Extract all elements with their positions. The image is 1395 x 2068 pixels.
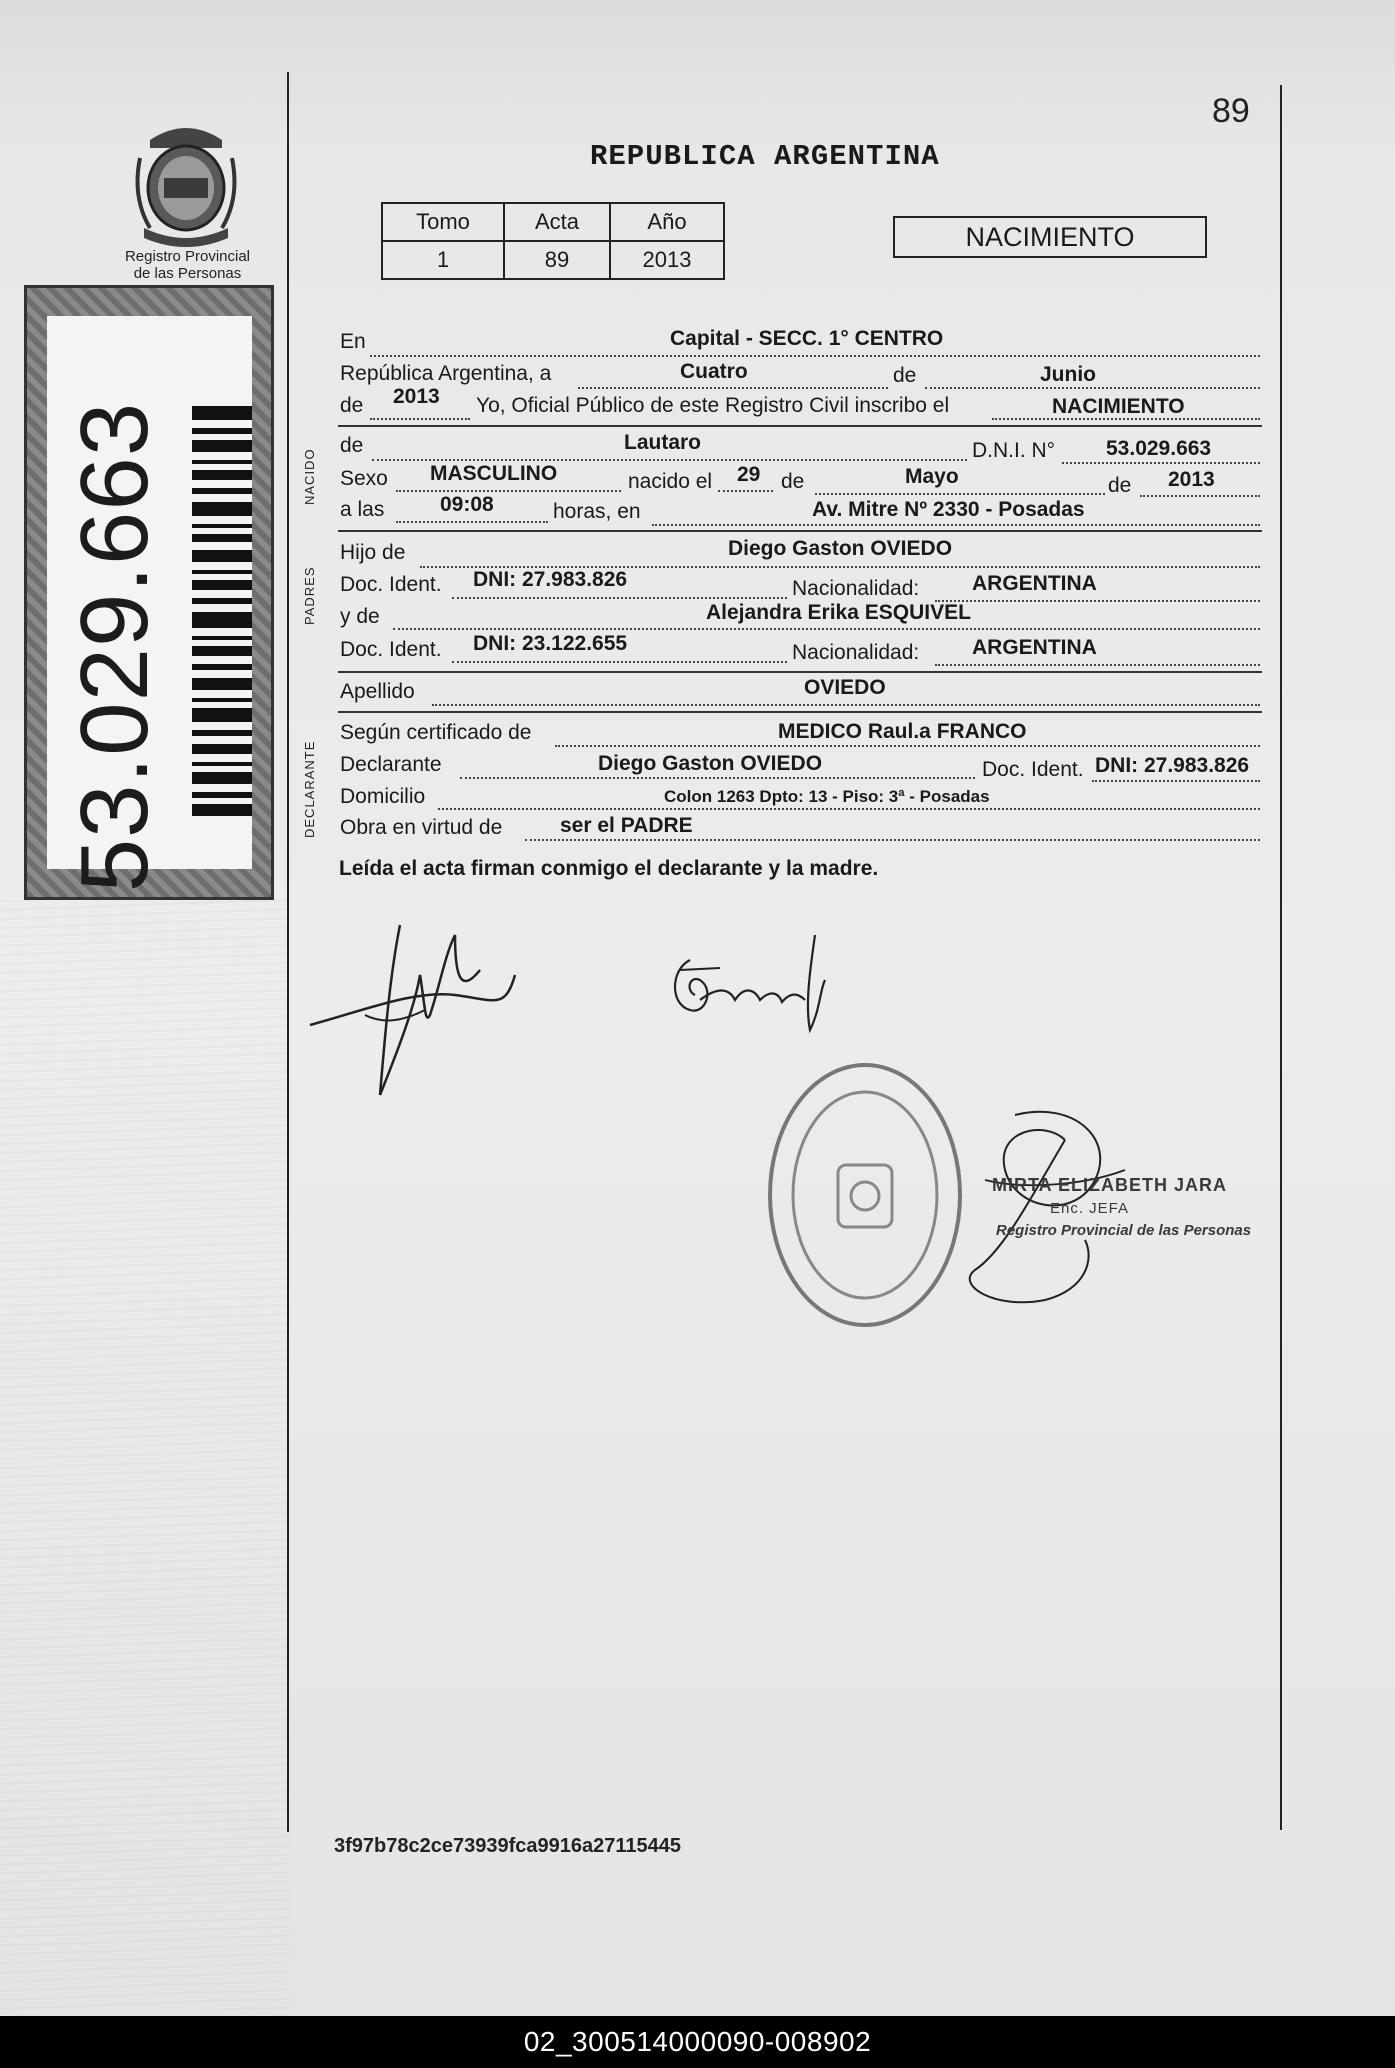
label-y-de: y de: [340, 605, 380, 628]
label-doc-declarante: Doc. Ident.: [982, 758, 1084, 781]
dots-anio-nacimiento: [1140, 495, 1260, 497]
closing-statement: Leída el acta firman conmigo el declarante y la madre.: [339, 857, 879, 880]
label-certificado: Según certificado de: [340, 721, 532, 744]
label-dni-nacido: D.N.I. N°: [972, 439, 1056, 462]
value-doc-declarante: DNI: 27.983.826: [1095, 754, 1250, 777]
scan-shading: [0, 900, 290, 2010]
official-name: MIRTA ELIZABETH JARA: [992, 1175, 1227, 1195]
registry-value-tomo: 1: [382, 241, 504, 279]
side-label-declarante: DECLARANTE: [302, 740, 317, 838]
dots-mes-nacimiento: [815, 493, 1105, 495]
label-de-mes: de: [893, 364, 917, 387]
document-title: REPUBLICA ARGENTINA: [590, 140, 940, 173]
value-nacionalidad-padre: ARGENTINA: [972, 572, 1097, 595]
dots-madre: [393, 628, 1260, 630]
emblem-label: [110, 248, 265, 282]
dots-sexo: [396, 490, 621, 492]
section-rule-2: [338, 530, 1262, 532]
label-sexo: Sexo: [340, 467, 388, 490]
footer-bar: [0, 2016, 1395, 2068]
right-margin-line: [1280, 85, 1282, 1830]
value-sexo: MASCULINO: [430, 462, 558, 485]
value-dia-inscripcion: Cuatro: [680, 360, 748, 383]
value-mes-nacimiento: Mayo: [905, 465, 959, 488]
label-horas-en: horas, en: [553, 500, 641, 523]
dots-certificado: [555, 745, 1260, 747]
dots-declarante: [460, 777, 975, 779]
section-rule-1: [338, 425, 1262, 427]
label-de-anio-nac: de: [1108, 474, 1132, 497]
dots-nacionalidad-padre: [935, 600, 1260, 602]
value-lugar-nacimiento: Av. Mitre Nº 2330 - Posadas: [812, 498, 1085, 521]
dots-dia-nacimiento: [718, 490, 773, 492]
value-declarante: Diego Gaston OVIEDO: [598, 752, 823, 775]
registry-header-acta: Acta: [504, 203, 610, 241]
registry-value-anio: 2013: [610, 241, 724, 279]
value-anio-inscripcion: 2013: [393, 385, 440, 408]
label-de-mes-nac: de: [781, 470, 805, 493]
label-doc-padre: Doc. Ident.: [340, 573, 442, 596]
registry-table-value-row: [382, 241, 724, 279]
value-hora: 09:08: [440, 493, 494, 516]
left-margin-line: [287, 72, 289, 1832]
dots-hora: [396, 521, 548, 523]
side-label-nacido: NACIDO: [302, 448, 317, 505]
label-en: En: [340, 330, 366, 353]
dots-row3a: [370, 418, 470, 420]
side-label-padres: PADRES: [302, 566, 317, 625]
label-doc-madre: Doc. Ident.: [340, 638, 442, 661]
dots-doc-madre: [452, 661, 787, 663]
value-mes-inscripcion: Junio: [1040, 363, 1096, 386]
dots-nacionalidad-madre: [935, 664, 1260, 666]
label-de-anio: de: [340, 394, 364, 417]
barcode-icon: [192, 406, 252, 816]
section-rule-3: [338, 671, 1262, 673]
label-hijo-de: Hijo de: [340, 541, 406, 564]
document-type-box: NACIMIENTO: [893, 216, 1207, 258]
emblem-label-line2: de las Personas: [133, 265, 242, 282]
dots-row2b: [925, 387, 1260, 389]
label-nacido-el: nacido el: [628, 470, 713, 493]
registry-value-acta: 89: [504, 241, 610, 279]
value-nombre-nacido: Lautaro: [624, 431, 702, 454]
official-role: Enc. JEFA: [1050, 1200, 1130, 1217]
value-anio-nacimiento: 2013: [1168, 468, 1215, 491]
document-hash: 3f97b78c2ce73939fca9916a27115445: [334, 1835, 682, 1857]
registry-table-header-row: [382, 203, 724, 241]
label-domicilio: Domicilio: [340, 785, 426, 808]
official-seal-icon: [760, 1055, 970, 1335]
emblem-label-line1: Registro Provincial: [124, 248, 251, 265]
value-padre: Diego Gaston OVIEDO: [728, 537, 953, 560]
dni-band-number: 53.029.663: [61, 401, 168, 893]
declarant-signature-icon: [305, 915, 535, 1105]
dni-band-inner: [47, 316, 252, 893]
footer-id: 02_300514000090-008902: [523, 2026, 872, 2057]
value-lugar: Capital - SECC. 1° CENTRO: [670, 327, 944, 350]
value-madre: Alejandra Erika ESQUIVEL: [706, 601, 971, 624]
dots-apellido: [432, 704, 1260, 706]
dots-nombre: [372, 459, 967, 461]
page-number: 89: [1212, 92, 1250, 130]
registry-table: [381, 202, 725, 280]
label-oficial-publico: Yo, Oficial Público de este Registro Civil inscribo el: [476, 394, 950, 417]
value-dni-nacido: 53.029.663: [1106, 437, 1212, 460]
label-obra: Obra en virtud de: [340, 816, 503, 839]
label-nacionalidad-padre: Nacionalidad:: [792, 577, 920, 600]
dots-lugar-nacimiento: [652, 524, 1260, 526]
value-certificado: MEDICO Raul.a FRANCO: [778, 720, 1027, 743]
label-republica: República Argentina, a: [340, 362, 552, 385]
dots-domicilio: [438, 808, 1260, 810]
section-rule-4: [338, 711, 1262, 713]
dots-row1: [370, 355, 1260, 357]
registry-header-anio: Año: [610, 203, 724, 241]
dots-obra: [525, 839, 1260, 841]
registry-header-tomo: Tomo: [382, 203, 504, 241]
dni-band: [24, 285, 274, 900]
label-declarante: Declarante: [340, 753, 442, 776]
value-apellido: OVIEDO: [804, 676, 886, 699]
label-nacionalidad-madre: Nacionalidad:: [792, 641, 920, 664]
label-de-nombre: de: [340, 434, 364, 457]
province-emblem-icon: [130, 118, 242, 248]
label-a-las: a las: [340, 498, 385, 521]
dots-dni-nacido: [1062, 462, 1260, 464]
value-doc-padre: DNI: 27.983.826: [473, 568, 628, 591]
dots-doc-declarante: [1092, 780, 1260, 782]
label-apellido: Apellido: [340, 680, 415, 703]
mother-signature-icon: [660, 930, 835, 1050]
official-office: Registro Provincial de las Personas: [996, 1222, 1252, 1239]
dots-row2a: [578, 387, 888, 389]
dots-doc-padre: [452, 597, 787, 599]
value-obra: ser el PADRE: [560, 814, 693, 837]
value-tipo-inscripcion: NACIMIENTO: [1052, 395, 1185, 418]
value-dia-nacimiento: 29: [737, 463, 761, 486]
value-nacionalidad-madre: ARGENTINA: [972, 636, 1097, 659]
value-doc-madre: DNI: 23.122.655: [473, 632, 628, 655]
value-domicilio: Colon 1263 Dpto: 13 - Piso: 3ª - Posadas: [664, 787, 990, 806]
